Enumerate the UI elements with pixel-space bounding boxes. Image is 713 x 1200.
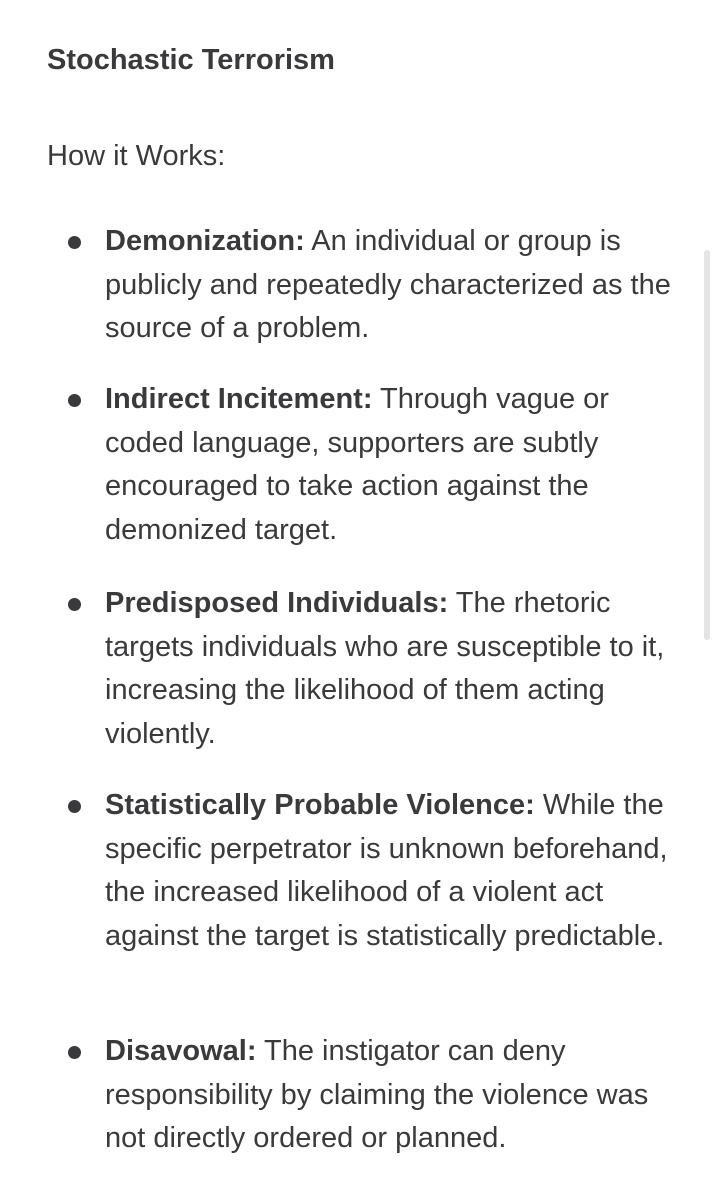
list-item-term: Predisposed Individuals: (105, 587, 449, 619)
list-item-text (105, 378, 675, 552)
bullet-icon (68, 800, 81, 813)
list-item-text (105, 1030, 675, 1161)
list-item-term: Indirect Incitement: (105, 383, 373, 415)
bullet-icon (68, 598, 81, 611)
page-title: Stochastic Terrorism (47, 44, 335, 76)
list-item-term: Statistically Probable Violence: (105, 789, 535, 821)
bullet-icon (68, 236, 81, 249)
list-item-description: The rhetoric targets individuals who are susceptible to it, increasing the likelihood of them acting violently. (105, 587, 665, 750)
list-item-description: An individual or group is publicly and repeatedly characterized as the source of a problem. (105, 225, 671, 344)
scrollbar[interactable] (704, 250, 710, 640)
list-item-text (105, 784, 675, 958)
list-item-term: Disavowal: (105, 1035, 257, 1067)
section-heading: How it Works: (47, 140, 226, 172)
list-item-text (105, 220, 675, 351)
list-item-text (105, 582, 675, 756)
list-item-term: Demonization: (105, 225, 305, 257)
list-item-description: The instigator can deny responsibility by claiming the violence was not directly ordered or planned. (105, 1035, 649, 1154)
list-item-description: While the specific perpetrator is unknown beforehand, the increased likelihood of a violent act against the target is statistically predictable. (105, 789, 668, 952)
list-item-description: Through vague or coded language, supporters are subtly encouraged to take action against the demonized target. (105, 383, 609, 546)
bullet-icon (68, 394, 81, 407)
bullet-icon (68, 1046, 81, 1059)
